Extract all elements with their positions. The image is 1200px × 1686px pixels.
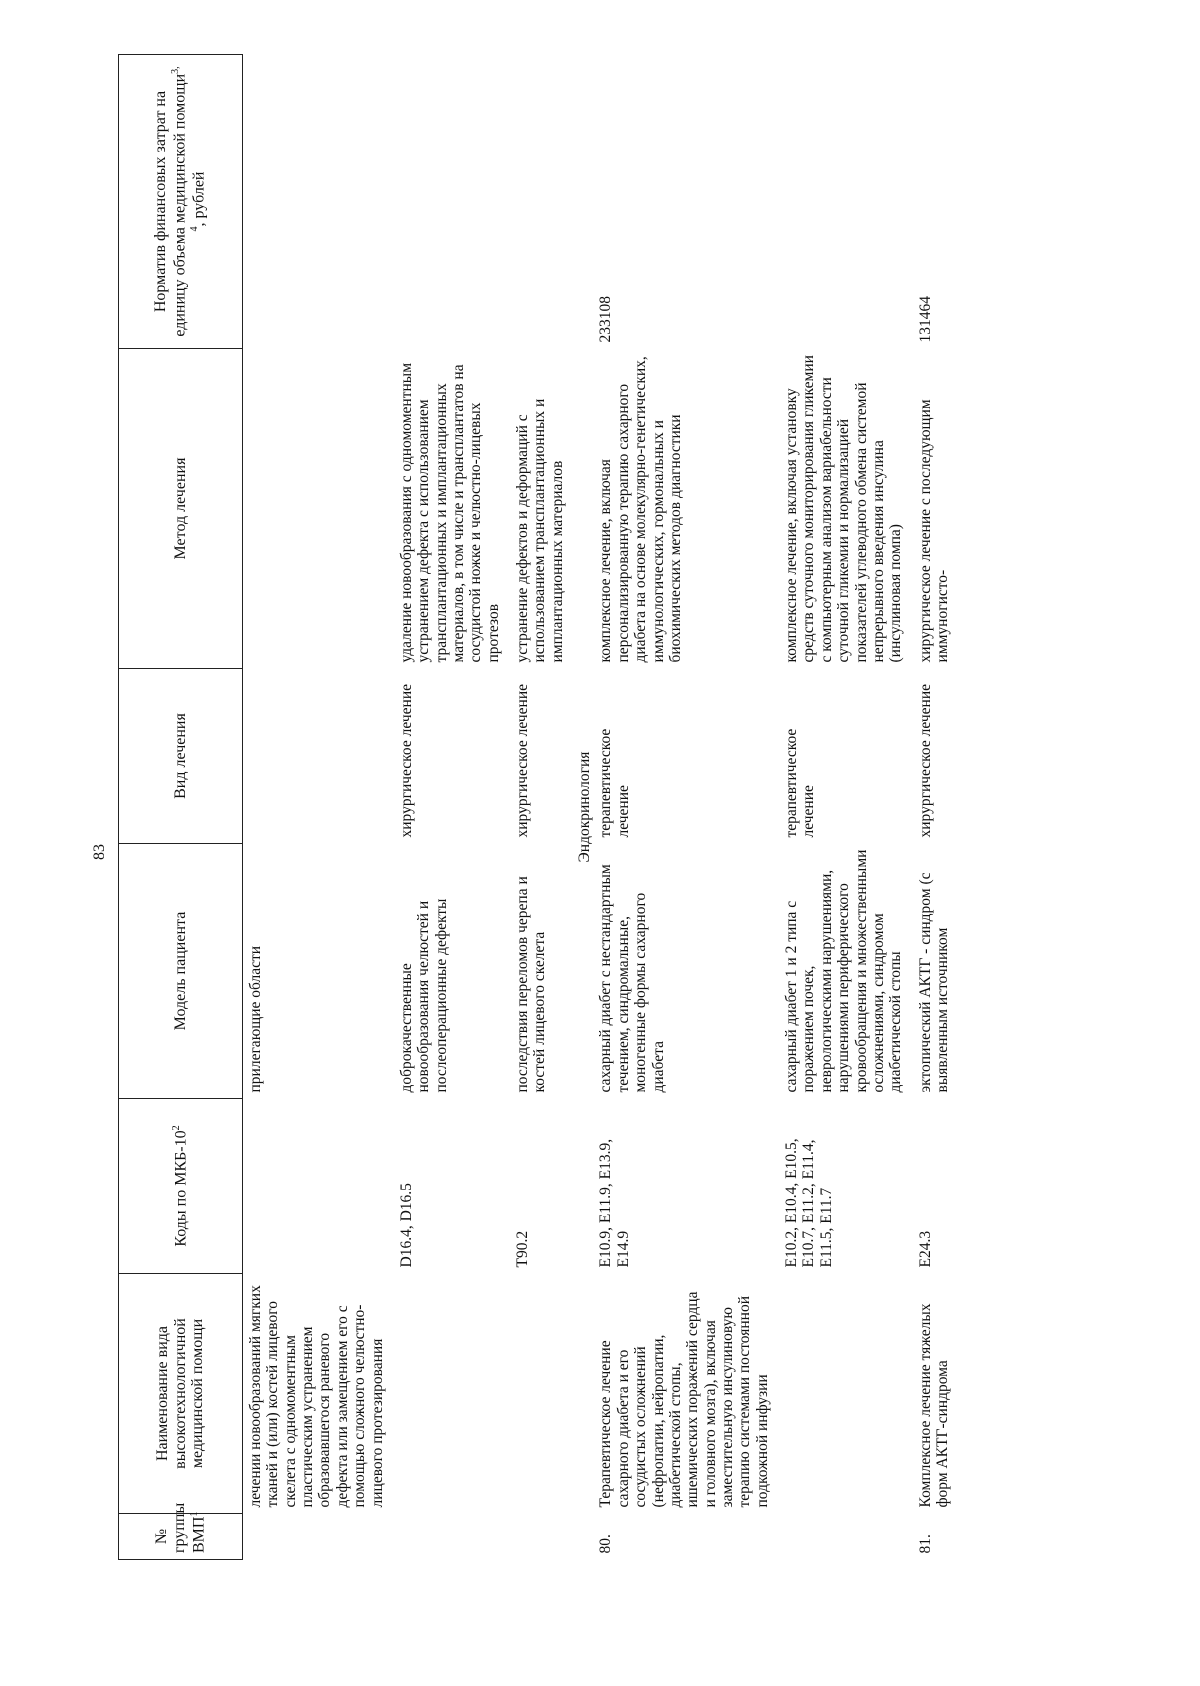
table-row [243,55,396,1560]
row-codes: T90.2 [514,1230,532,1268]
row-name [781,1274,915,1514]
row-name [512,1274,576,1514]
row-method: комплексное лечение, включая персонализированную терапию сахарного диабета на основе молекулярно-генетических, иммунологических, гормональных и биохимических методов диагностики [597,356,684,663]
row-norm [512,55,576,349]
row-kind: хирургическое лечение [916,684,934,838]
row-method: хирургическое лечение с последующим иммуногисто- [916,399,951,663]
row-codes: E24.3 [916,1230,934,1268]
table-row [396,55,512,1560]
row-kind: терапевтическое лечение [597,728,632,838]
table-row [915,55,962,1560]
row-name [396,1274,512,1514]
row-norm: 233108 [597,296,615,343]
row-model: прилегающие области [247,945,264,1093]
row-norm [781,55,915,349]
section-heading-row [576,55,595,1560]
row-kind: хирургическое лечение [397,684,415,838]
header-num: № группы ВМП$^1$ [119,1514,243,1560]
row-name: лечении новообразований мягких тканей и (или) костей лицевого скелета с одномоментным пластическим устранением образовавшегося раневого дефекта или замещением его с помощью сложного челюстно-лицевого протезирования [247,1285,386,1508]
row-kind: хирургическое лечение [514,684,532,838]
table-row [595,55,781,1560]
header-method: Метод лечения [119,349,243,669]
page-number: 83 [91,844,108,860]
table-header-row [119,55,243,1560]
row-model: сахарный диабет 1 и 2 типа с поражением почек, неврологическими нарушениями, нарушениями периферического кровообращения и множественными осложнениями, синдромом диабетической стопы [783,849,905,1093]
section-heading: Эндокринология [576,751,594,863]
header-kind: Вид лечения [119,669,243,844]
row-kind: терапевтическое лечение [783,728,818,838]
row-model: доброкачественные новообразования челюстей и послеоперационные дефекты [397,898,450,1093]
row-model: последствия переломов черепа и костей лицевого скелета [514,876,549,1093]
row-codes: E10.2, E10.4, E10.5, E10.7, E11.2, E11.4, E11.5, E11.7 [783,1138,835,1268]
row-num: 81. [916,1534,934,1554]
row-codes [243,1099,396,1274]
row-method: устранение дефектов и деформаций с использованием трансплантационных и имплантационных материалов [514,398,566,663]
vmp-table [118,54,961,1560]
row-norm [243,55,396,349]
row-model: эктопический АКТГ - синдром (с выявленным источником [916,872,951,1093]
row-num: 80. [597,1534,615,1554]
row-num [512,1514,576,1560]
row-name: Терапевтическое лечение сахарного диабета и его сосудистых осложнений (нефропатии, нейропатии, диабетической стопы, ишемических поражений сердца и головного мозга), включая заместительную инсулиновую терапию системами постоянной подкожной инфузии [597,1291,771,1508]
row-model: сахарный диабет с нестандартным течением, синдромальные, моногенные формы сахарного диабета [597,864,667,1093]
row-kind [243,669,396,844]
rotated-table-wrapper [118,55,1200,1560]
table-row [512,55,576,1560]
row-num [781,1514,915,1560]
header-codes: Коды по МКБ-$10^2$ [119,1099,243,1274]
row-codes: E10.9, E11.9, E13.9, E14.9 [597,1138,632,1268]
row-num [243,1514,396,1560]
row-codes: D16.4, D16.5 [397,1183,415,1268]
row-norm [396,55,512,349]
header-model: Модель пациента [119,844,243,1099]
row-method: комплексное лечение, включая установку средств суточного мониторирования гликемии с компьютерным анализом вариабельности суточной гликемии и нормализацией показателей углеводного обмена системой непрерывного введения инсулина (инсулиновая помпа) [783,355,905,663]
header-norm: Норматив финансовых затрат на единицу объема медицинской помощи$^{3, 4}$, рублей [119,55,243,349]
row-name: Комплексное лечение тяжелых форм АКТГ-синдрома [916,1303,951,1508]
table-row [781,55,915,1560]
row-num [396,1514,512,1560]
row-method [243,349,396,669]
row-method: удаление новообразования с одномоментным устранением дефекта с использованием трансплантационных и имплантационных материалов, в том числе и трансплантатов на сосудистой ножке и челюстно-лицевых протезов [397,362,502,663]
header-name: Наименование вида высокотехнологичной медицинской помощи [119,1274,243,1514]
row-norm: 131464 [916,296,934,343]
